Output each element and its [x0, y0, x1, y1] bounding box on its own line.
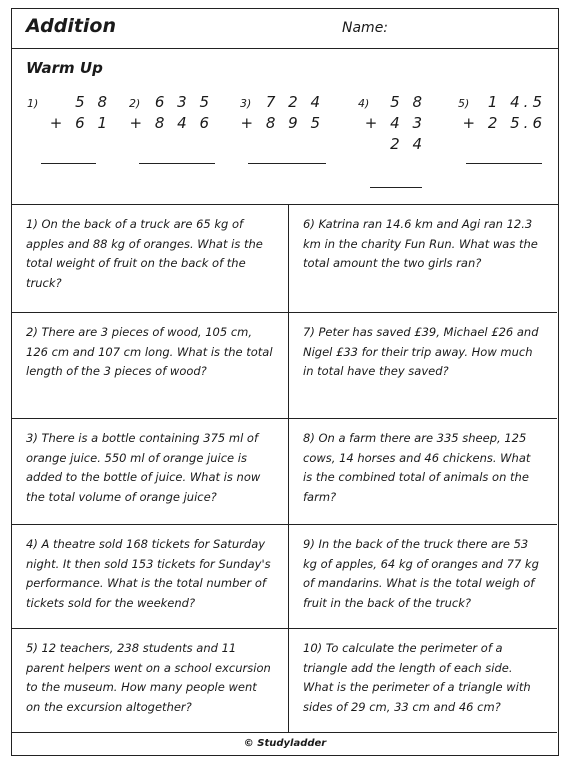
- problem-number: 2): [129, 97, 141, 110]
- warm-up-section: [12, 49, 558, 205]
- warm-up-problem-4: [358, 93, 438, 208]
- answer-line: [370, 187, 422, 188]
- word-problem-5: 5) 12 teachers, 238 students and 11 parent helpers went on a school excursion to the museum. How many people went on the excursion altogether?: [12, 629, 289, 733]
- answer-line: [139, 163, 215, 164]
- page-title: Addition: [26, 15, 117, 37]
- word-problem-3: 3) There is a bottle containing 375 ml of orange juice. 550 ml of orange juice is added to the bottle of juice. What is now the total volume of orange juice?: [12, 419, 289, 525]
- word-problem-9: 9) In the back of the truck there are 53 kg of apples, 64 kg of oranges and 77 kg of mandarins. What is the total weigh of fruit in the back of the truck?: [289, 525, 557, 629]
- problem-number: 1): [27, 97, 39, 110]
- warm-up-problem-3: [240, 93, 330, 203]
- answer-line: [466, 163, 542, 164]
- word-problem-6: 6) Katrina ran 14.6 km and Agi ran 12.3 km in the charity Fun Run. What was the total amount the two girls ran?: [289, 205, 557, 313]
- addend-top: 7 2 4: [265, 93, 324, 111]
- word-problem-10: 10) To calculate the perimeter of a triangle add the length of each side. What is the perimeter of a triangle with sides of 29 cm, 33 cm and 46 cm?: [289, 629, 557, 733]
- answer-line: [41, 163, 96, 164]
- word-problem-8: 8) On a farm there are 335 sheep, 125 cows, 14 horses and 46 chickens. What is the combined total of animals on the farm?: [289, 419, 557, 525]
- addend-top: 6 3 5: [154, 93, 213, 111]
- warm-up-title: Warm Up: [26, 59, 103, 77]
- addend-top: 1 4.5: [487, 93, 546, 111]
- answer-line: [248, 163, 326, 164]
- worksheet: [11, 8, 559, 756]
- problem-number: 3): [240, 97, 252, 110]
- addend-top: 5 8: [390, 93, 426, 111]
- problem-number: 5): [458, 97, 470, 110]
- addend-bottom: + 8 4 6: [129, 114, 213, 132]
- word-problem-4: 4) A theatre sold 168 tickets for Saturday night. It then sold 153 tickets for Sunday's performance. What is the total number of tickets sold for the weekend?: [12, 525, 289, 629]
- addend-bottom: + 6 1: [49, 114, 111, 132]
- name-label: Name:: [342, 20, 389, 36]
- word-problem-7: 7) Peter has saved £39, Michael £26 and Nigel £33 for their trip away. How much in total have they saved?: [289, 313, 557, 419]
- warm-up-problem-1: [27, 93, 117, 203]
- word-problems-grid: [12, 205, 558, 735]
- warm-up-problem-2: [129, 93, 219, 203]
- word-problem-1: 1) On the back of a truck are 65 kg of apples and 88 kg of oranges. What is the total weight of fruit on the back of the truck?: [12, 205, 289, 313]
- problem-number: 4): [358, 97, 370, 110]
- addend-bottom: + 8 9 5: [240, 114, 324, 132]
- addend-third: 2 4: [390, 135, 426, 153]
- worksheet-header: [12, 9, 558, 49]
- warm-up-problem-5: [458, 93, 548, 203]
- addend-bottom: + 2 5.6: [462, 114, 546, 132]
- footer-copyright: © Studyladder: [243, 738, 327, 749]
- addend-bottom: + 4 3: [364, 114, 426, 132]
- addend-top: 5 8: [75, 93, 111, 111]
- word-problem-2: 2) There are 3 pieces of wood, 105 cm, 126 cm and 107 cm long. What is the total length of the 3 pieces of wood?: [12, 313, 289, 419]
